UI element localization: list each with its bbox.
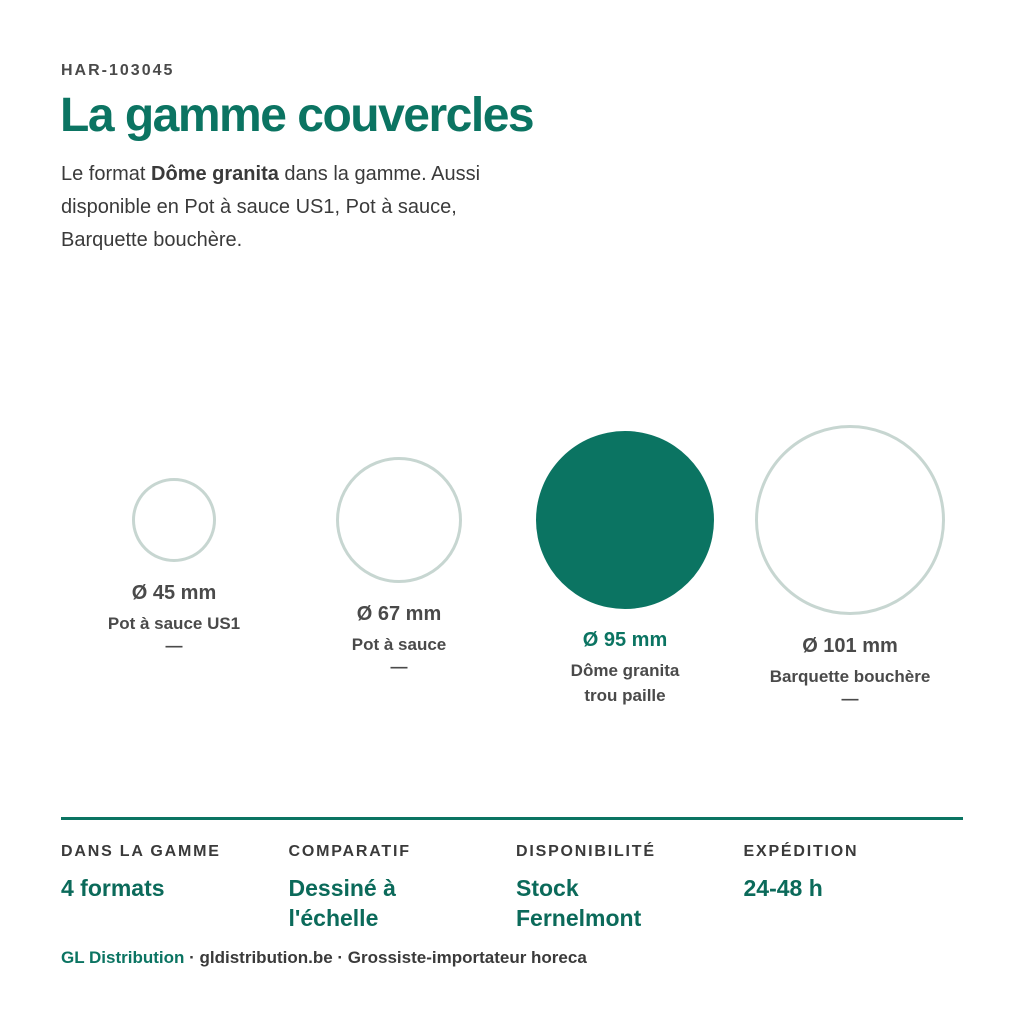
format-name: Pot à sauce <box>351 634 447 654</box>
format-diameter: Ø 67 mm <box>356 602 442 625</box>
stat-range <box>61 843 289 933</box>
format-diameter: Ø 95 mm <box>582 629 668 652</box>
subtitle-text-start: Le format <box>61 163 152 185</box>
subtitle-highlight: Dôme granita <box>151 163 279 185</box>
format-label-pot-sauce-us1 <box>108 582 240 656</box>
format-diameter: Ø 45 mm <box>131 582 217 605</box>
stat-shipping <box>744 843 972 933</box>
footer-details: · gldistribution.be · Grossiste-importateur horeca <box>184 948 587 967</box>
format-circle-pot-sauce-us1 <box>132 478 217 563</box>
format-circle-dome-granita <box>536 431 715 610</box>
stat-label: DISPONIBILITÉ <box>516 843 656 860</box>
format-note: — <box>841 688 859 708</box>
subtitle-text-end: dans la gamme. Aussi disponible en Pot à sauce US1, Pot à sauce, Barquette bouchère. <box>61 163 481 251</box>
format-name: Dôme granita <box>570 661 680 681</box>
format-note: — <box>390 656 408 676</box>
stat-label: DANS LA GAMME <box>61 843 221 860</box>
format-label-barquette-bouchere <box>770 635 931 709</box>
format-name-line2: trou paille <box>584 686 666 706</box>
format-circle-pot-sauce <box>336 457 462 583</box>
format-note: — <box>165 636 183 656</box>
format-name: Barquette bouchère <box>769 666 931 686</box>
format-diameter: Ø 101 mm <box>802 634 898 657</box>
stat-label: EXPÉDITION <box>743 843 859 860</box>
stat-label: COMPARATIF <box>288 843 411 860</box>
divider <box>61 817 963 820</box>
format-label-pot-sauce <box>352 603 447 677</box>
page-title: La gamme couvercles <box>60 89 534 142</box>
stat-comparison <box>289 843 517 933</box>
format-label-dome-granita <box>571 629 680 708</box>
stat-value: 24-48 h <box>743 875 823 901</box>
product-code: HAR-103045 <box>61 62 175 79</box>
stat-value: 4 formats <box>61 875 165 901</box>
page-subtitle <box>61 158 531 257</box>
format-name: Pot à sauce US1 <box>107 614 241 634</box>
stat-value: Dessiné à l'échelle <box>288 875 396 931</box>
stat-availability <box>516 843 744 933</box>
format-circle-barquette-bouchere <box>755 425 945 615</box>
footer <box>61 948 587 968</box>
footer-brand: GL Distribution <box>61 948 185 967</box>
stat-value: Stock Fernelmont <box>516 875 642 931</box>
stats-row <box>61 843 971 933</box>
